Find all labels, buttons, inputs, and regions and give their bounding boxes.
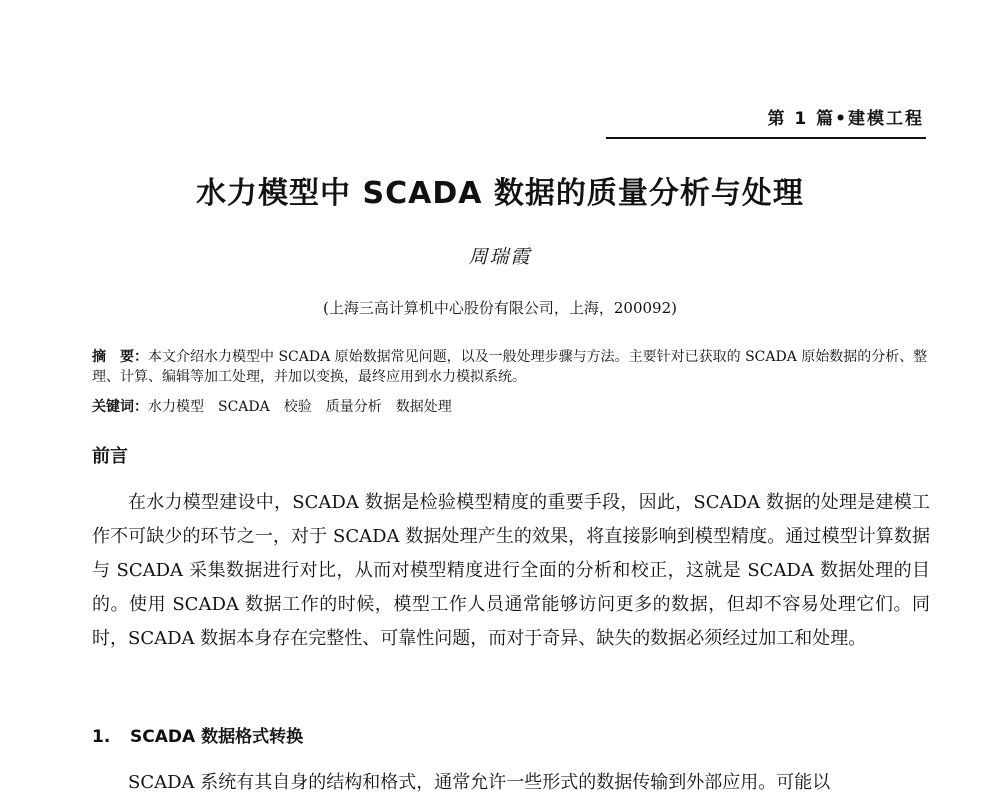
section-1-title: SCADA 数据格式转换	[130, 727, 304, 747]
abstract	[92, 347, 930, 387]
preface-heading: 前言	[92, 446, 128, 467]
section-1-paragraph: SCADA 系统有其自身的结构和格式，通常允许一些形式的数据传输到外部应用。可能以	[128, 772, 831, 793]
section-1-body	[92, 766, 930, 800]
section-1-heading	[92, 722, 303, 747]
abstract-text: 本文介绍水力模型中 SCADA 原始数据常见问题，以及一般处理步骤与方法。主要针对已获取的 SCADA 原始数据的分析、整理、计算、编辑等加工处理，并加以变换，最终应用到水力模拟系统。	[92, 349, 928, 385]
paper-title: 水力模型中 SCADA 数据的质量分析与处理	[196, 176, 804, 211]
author-name: 周瑞霞	[468, 246, 532, 268]
section-1-number: 1.	[92, 727, 111, 747]
preface-paragraph: 在水力模型建设中，SCADA 数据是检验模型精度的重要手段，因此，SCADA 数据的处理是建模工作不可缺少的环节之一，对于 SCADA 数据处理产生的效果，将直接影响到模型精度。通过模型计算数据与 SCADA 采集数据进行对比，从而对模型精度进行全面的分析和校正，这就是 SCADA 数据处理的目的。使用 SCADA 数据工作的时候，模型工作人员通常能够访问更多的数据，但却不容易处理它们。同时，SCADA 数据本身存在完整性、可靠性问题，而对于奇异、缺失的数据必须经过加工和处理。	[92, 492, 930, 649]
keywords-label: 关键词：	[92, 399, 148, 415]
header-rule	[606, 137, 926, 139]
abstract-label: 摘 要：	[92, 349, 148, 365]
keywords-text: 水力模型 SCADA 校验 质量分析 数据处理	[148, 399, 452, 415]
keywords	[92, 397, 930, 417]
preface-body	[92, 486, 930, 656]
author-affiliation: (上海三高计算机中心股份有限公司，上海，200092)	[323, 299, 677, 317]
section-header-label: 第 1 篇•建模工程	[767, 109, 924, 129]
